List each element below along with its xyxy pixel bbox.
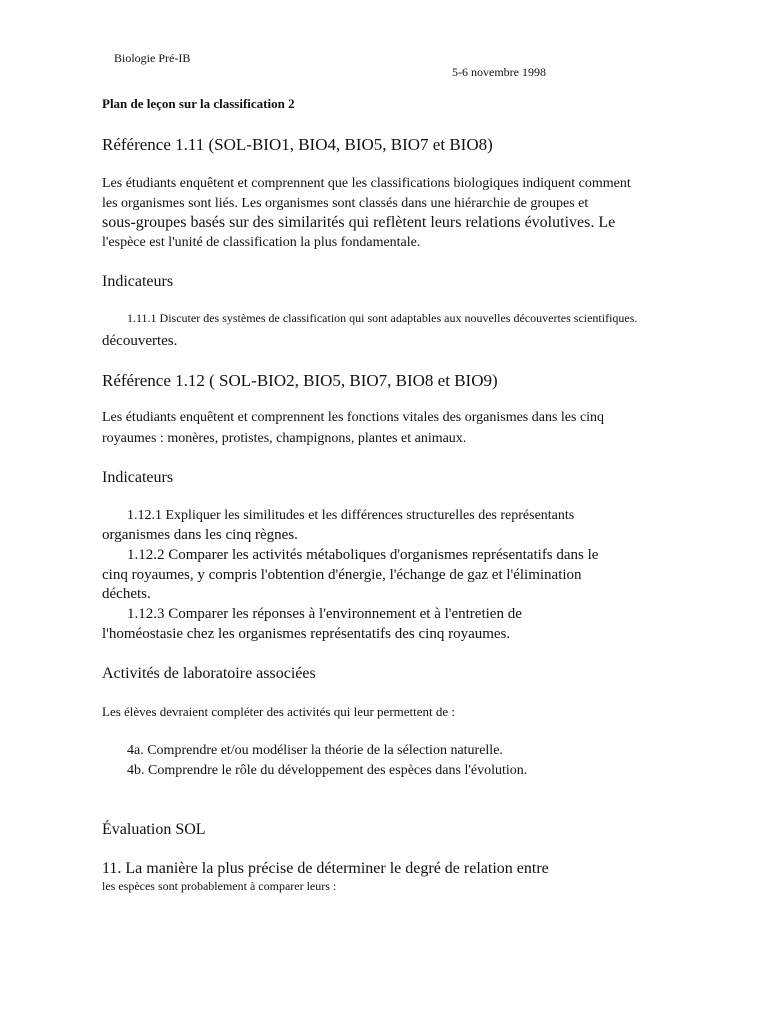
indicator-1-11-1: 1.11.1 Discuter des systèmes de classification qui sont adaptables aux nouvelles découvertes scientifiques. [127, 311, 638, 325]
plan-title: Plan de leçon sur la classification 2 [102, 96, 295, 111]
indicator-1-11-1-continuation: découvertes. [102, 333, 178, 349]
indicator-1-12-3: 1.12.3 Comparer les réponses à l'environnement et à l'entretien de [127, 606, 522, 622]
lesson-date: 5-6 novembre 1998 [452, 65, 546, 79]
reference-1-11-text-line: sous-groupes basés sur des similarités qui reflètent leurs relations évolutives. Le [102, 214, 616, 231]
evaluation-question-line: 11. La manière la plus précise de déterminer le degré de relation entre [102, 860, 549, 877]
indicator-1-12-2-continuation: déchets. [102, 586, 151, 602]
reference-1-12-text-line: royaumes : monères, protistes, champignons, plantes et animaux. [102, 431, 467, 446]
indicator-1-12-2: 1.12.2 Comparer les activités métaboliques d'organismes représentatifs dans le [127, 547, 599, 563]
lab-activities-intro: Les élèves devraient compléter des activités qui leur permettent de : [102, 704, 456, 719]
course-name: Biologie Pré-IB [114, 51, 191, 65]
reference-1-11-heading: Référence 1.11 (SOL-BIO1, BIO4, BIO5, BIO7 et BIO8) [102, 135, 493, 154]
indicators-heading-2: Indicateurs [102, 469, 174, 486]
reference-1-12-heading: Référence 1.12 ( SOL-BIO2, BIO5, BIO7, BIO8 et BIO9) [102, 371, 498, 390]
reference-1-11-text-line: les organismes sont liés. Les organismes sont classés dans une hiérarchie de groupes et [102, 196, 589, 211]
lab-activity-item: 4b. Comprendre le rôle du développement des espèces dans l'évolution. [127, 763, 528, 778]
indicator-1-12-3-continuation: l'homéostasie chez les organismes représentatifs des cinq royaumes. [102, 626, 511, 642]
indicator-1-12-1: 1.12.1 Expliquer les similitudes et les différences structurelles des représentants [127, 508, 575, 523]
indicators-heading-1: Indicateurs [102, 273, 174, 290]
evaluation-heading: Évaluation SOL [102, 821, 206, 838]
indicator-1-12-1-continuation: organismes dans les cinq règnes. [102, 527, 298, 543]
reference-1-11-text-line: l'espèce est l'unité de classification la plus fondamentale. [102, 235, 421, 250]
indicator-1-12-2-continuation: cinq royaumes, y compris l'obtention d'énergie, l'échange de gaz et l'élimination [102, 567, 582, 583]
lab-activity-item: 4a. Comprendre et/ou modéliser la théorie de la sélection naturelle. [127, 743, 503, 758]
evaluation-question-line: les espèces sont probablement à comparer leurs : [102, 879, 337, 893]
reference-1-12-text-line: Les étudiants enquêtent et comprennent les fonctions vitales des organismes dans les cinq [102, 410, 605, 425]
lab-activities-heading: Activités de laboratoire associées [102, 665, 316, 682]
reference-1-11-text-line: Les étudiants enquêtent et comprennent que les classifications biologiques indiquent comment [102, 176, 631, 191]
